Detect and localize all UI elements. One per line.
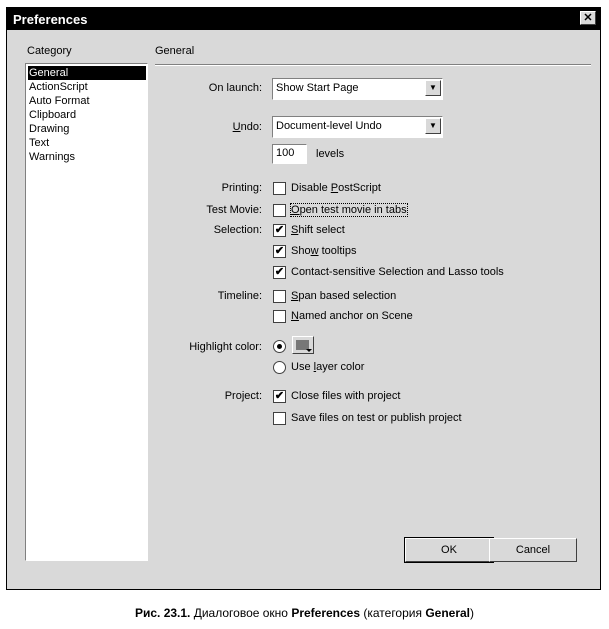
named-anchor-checkbox[interactable]	[273, 310, 286, 323]
undo-dropdown[interactable]	[272, 116, 443, 138]
category-list[interactable]	[25, 63, 148, 561]
figure-caption: Рис. 23.1. Диалоговое окно Preferences (категория General)	[134, 606, 475, 620]
swatch-dropdown-icon	[306, 349, 312, 352]
category-label: Category	[27, 45, 72, 57]
on-launch-label: On launch:	[208, 82, 262, 94]
use-layer-color-radio[interactable]	[273, 361, 286, 374]
disable-postscript-label[interactable]: Disable PostScript	[291, 182, 381, 194]
on-launch-dropdown[interactable]	[272, 78, 443, 100]
undo-value: Document-level Undo	[276, 120, 382, 132]
section-divider	[155, 64, 591, 66]
open-test-movie-checkbox[interactable]	[273, 204, 286, 217]
undo-levels-input[interactable]: 100	[272, 144, 307, 164]
shift-select-checkbox[interactable]: ✔	[274, 224, 285, 236]
disable-postscript-checkbox[interactable]	[273, 182, 286, 195]
close-files-checkbox[interactable]: ✔	[274, 390, 285, 402]
undo-levels-label: levels	[316, 148, 345, 160]
test-movie-label: Test Movie:	[206, 204, 262, 216]
close-files-label[interactable]: Close files with project	[291, 390, 401, 402]
undo-label: Undo:	[232, 121, 262, 133]
section-title: General	[155, 45, 195, 57]
ok-button[interactable]: OK	[405, 538, 493, 562]
on-launch-value: Show Start Page	[276, 82, 359, 94]
close-button[interactable]	[580, 11, 596, 25]
close-icon: ✕	[583, 12, 593, 24]
save-files-label[interactable]: Save files on test or publish project	[291, 412, 462, 424]
chevron-down-icon[interactable]: ▼	[425, 118, 441, 134]
save-files-checkbox[interactable]	[273, 412, 286, 425]
chevron-down-icon[interactable]: ▼	[425, 80, 441, 96]
cancel-button[interactable]: Cancel	[489, 538, 577, 562]
shift-select-label[interactable]: Shift select	[291, 224, 345, 236]
highlight-color-label: Highlight color:	[189, 341, 262, 353]
category-item-general[interactable]: General	[28, 66, 146, 80]
radio-dot	[277, 344, 282, 349]
category-item-text[interactable]: Text	[29, 137, 50, 149]
timeline-label: Timeline:	[217, 290, 262, 302]
open-test-movie-label[interactable]: Open test movie in tabs	[291, 204, 407, 216]
highlight-custom-radio[interactable]	[273, 340, 286, 353]
span-based-selection-label[interactable]: Span based selection	[291, 290, 397, 302]
project-label: Project:	[224, 390, 262, 402]
category-item-drawing[interactable]: Drawing	[29, 123, 70, 135]
named-anchor-label[interactable]: Named anchor on Scene	[291, 310, 413, 322]
preferences-dialog	[6, 7, 601, 590]
title-bar[interactable]	[7, 8, 600, 30]
category-item-warnings[interactable]: Warnings	[29, 151, 76, 163]
selection-label: Selection:	[213, 224, 262, 236]
use-layer-color-label[interactable]: Use layer color	[291, 361, 365, 373]
span-based-selection-checkbox[interactable]	[273, 290, 286, 303]
category-item-clipboard[interactable]: Clipboard	[29, 109, 77, 121]
contact-sensitive-checkbox[interactable]: ✔	[274, 266, 285, 278]
highlight-color-swatch[interactable]	[292, 336, 314, 354]
show-tooltips-checkbox[interactable]: ✔	[274, 245, 285, 257]
show-tooltips-label[interactable]: Show tooltips	[291, 245, 357, 257]
category-item-actionscript[interactable]: ActionScript	[29, 81, 88, 93]
contact-sensitive-label[interactable]: Contact-sensitive Selection and Lasso tools	[291, 266, 504, 278]
window-title: Preferences	[13, 12, 88, 27]
category-item-auto-format[interactable]: Auto Format	[29, 95, 90, 107]
printing-label: Printing:	[221, 182, 262, 194]
